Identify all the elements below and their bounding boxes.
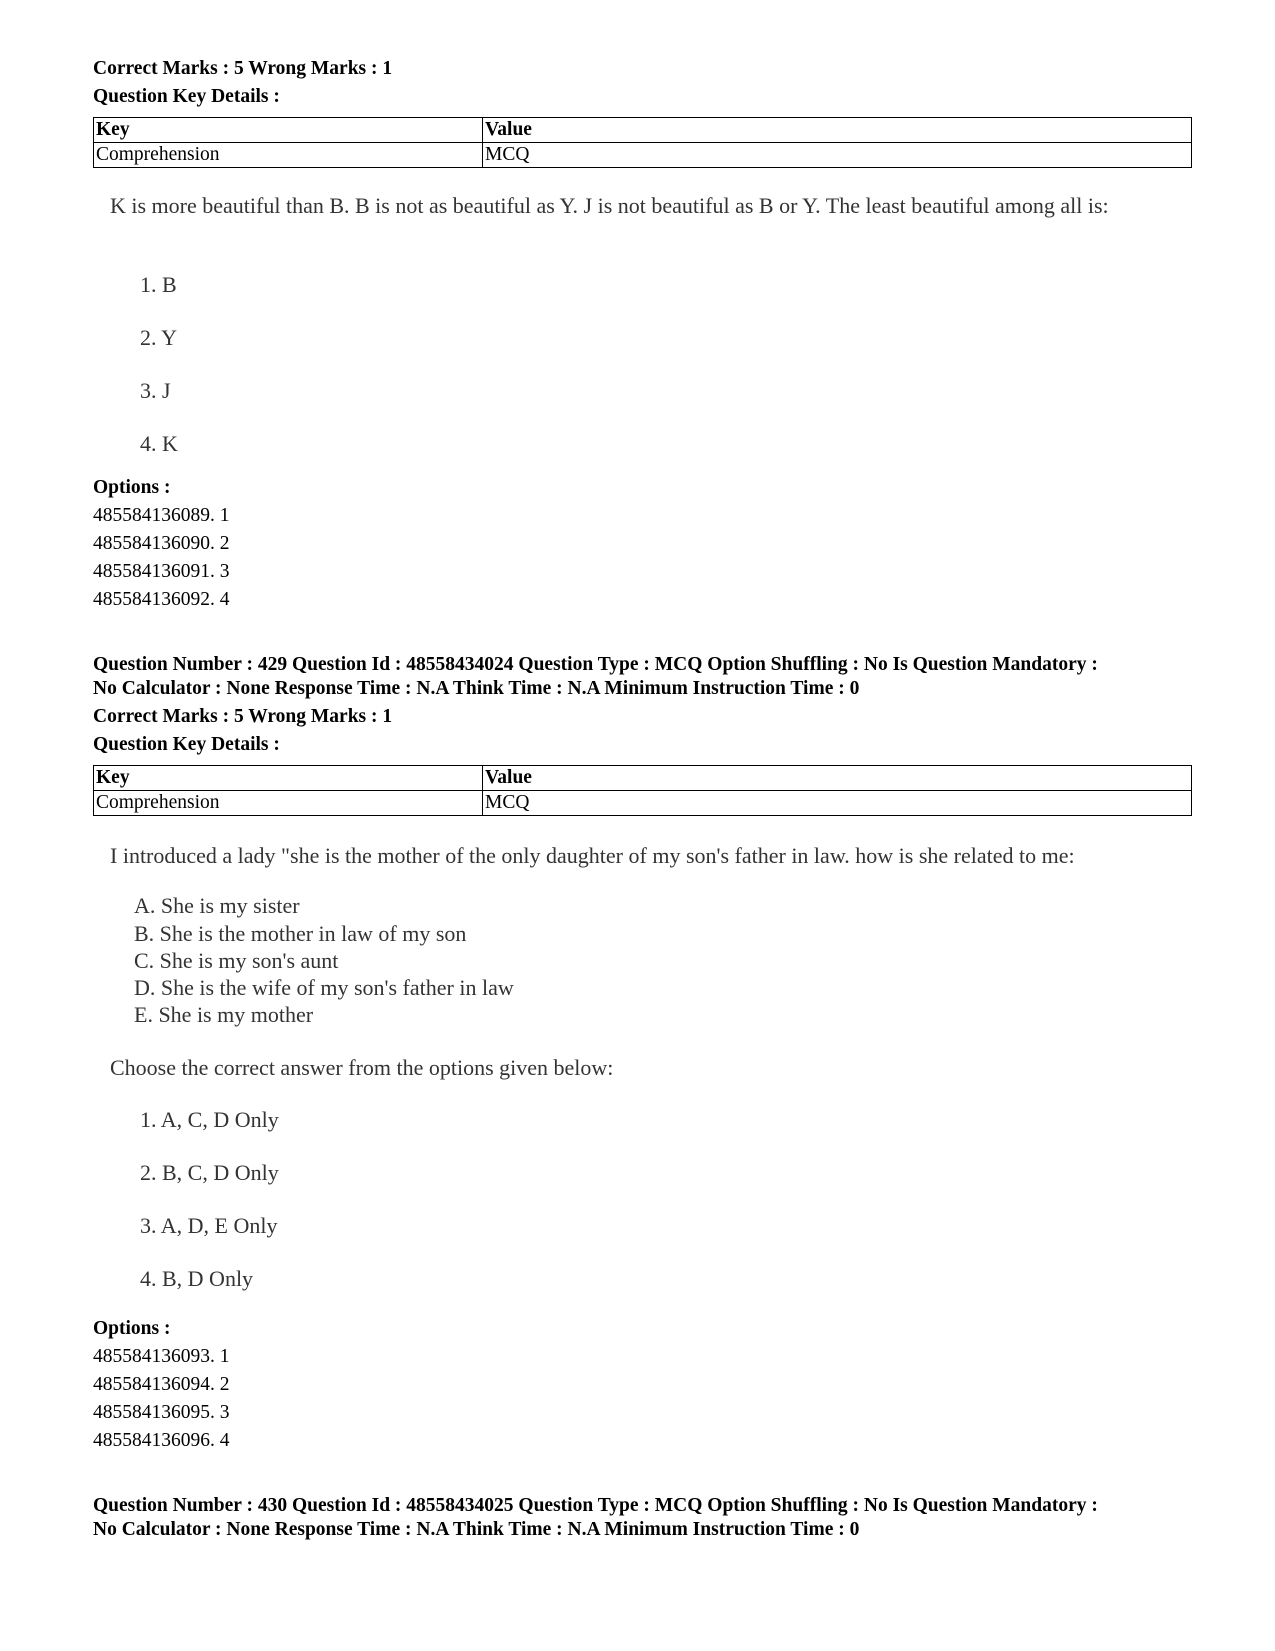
table-cell-key: Comprehension: [94, 791, 483, 816]
option-item: 485584136093. 1: [93, 1346, 230, 1367]
option-item: 485584136090. 2: [93, 533, 230, 554]
answer-choice: 1. A, C, D Only: [140, 1107, 279, 1132]
question-text: K is more beautiful than B. B is not as beautiful as Y. J is not beautiful as B or Y. The least beautiful among all is:: [110, 193, 1109, 218]
answer-choice: 3. J: [140, 378, 171, 403]
option-item: 485584136096. 4: [93, 1430, 230, 1451]
question-key-details-label: Question Key Details :: [93, 86, 280, 107]
table-header-value: Value: [483, 766, 1192, 791]
table-header-row: [94, 766, 1192, 791]
statement-item: C. She is my son's aunt: [134, 948, 339, 973]
table-header-key: Key: [94, 766, 483, 791]
statement-item: E. She is my mother: [134, 1002, 314, 1027]
statement-item: A. She is my sister: [134, 893, 300, 918]
table-header-row: [94, 118, 1192, 143]
table-cell-value: MCQ: [483, 143, 1192, 168]
question-text: I introduced a lady "she is the mother of the only daughter of my son's father in law. how is she related to me:: [110, 843, 1075, 868]
question-header-line2: No Calculator : None Response Time : N.A Think Time : N.A Minimum Instruction Time : 0: [93, 678, 860, 699]
options-label: Options :: [93, 1318, 171, 1339]
table-row: [94, 143, 1192, 168]
table-header-value: Value: [483, 118, 1192, 143]
answer-choice: 3. A, D, E Only: [140, 1213, 278, 1238]
table-row: [94, 791, 1192, 816]
question-key-details-label: Question Key Details :: [93, 734, 280, 755]
answer-choice: 4. B, D Only: [140, 1266, 254, 1291]
correct-wrong-marks: Correct Marks : 5 Wrong Marks : 1: [93, 58, 393, 79]
statement-item: D. She is the wife of my son's father in law: [134, 975, 514, 1000]
correct-wrong-marks: Correct Marks : 5 Wrong Marks : 1: [93, 706, 393, 727]
question-header-line2: No Calculator : None Response Time : N.A Think Time : N.A Minimum Instruction Time : 0: [93, 1519, 860, 1540]
option-item: 485584136089. 1: [93, 505, 230, 526]
option-item: 485584136092. 4: [93, 589, 230, 610]
answer-choice: 4. K: [140, 431, 178, 456]
choose-instruction: Choose the correct answer from the options given below:: [110, 1055, 614, 1080]
question-key-table: [93, 765, 1192, 816]
answer-choice: 1. B: [140, 272, 177, 297]
table-header-key: Key: [94, 118, 483, 143]
question-header-line1: Question Number : 430 Question Id : 48558434025 Question Type : MCQ Option Shuffling : No Is Question Mandatory :: [93, 1495, 1098, 1516]
table-cell-key: Comprehension: [94, 143, 483, 168]
table-cell-value: MCQ: [483, 791, 1192, 816]
answer-choice: 2. B, C, D Only: [140, 1160, 279, 1185]
statement-item: B. She is the mother in law of my son: [134, 921, 467, 946]
answer-choice: 2. Y: [140, 325, 178, 350]
option-item: 485584136095. 3: [93, 1402, 230, 1423]
option-item: 485584136091. 3: [93, 561, 230, 582]
question-header-line1: Question Number : 429 Question Id : 48558434024 Question Type : MCQ Option Shuffling : No Is Question Mandatory :: [93, 654, 1098, 675]
option-item: 485584136094. 2: [93, 1374, 230, 1395]
options-label: Options :: [93, 477, 171, 498]
question-key-table: [93, 117, 1192, 168]
